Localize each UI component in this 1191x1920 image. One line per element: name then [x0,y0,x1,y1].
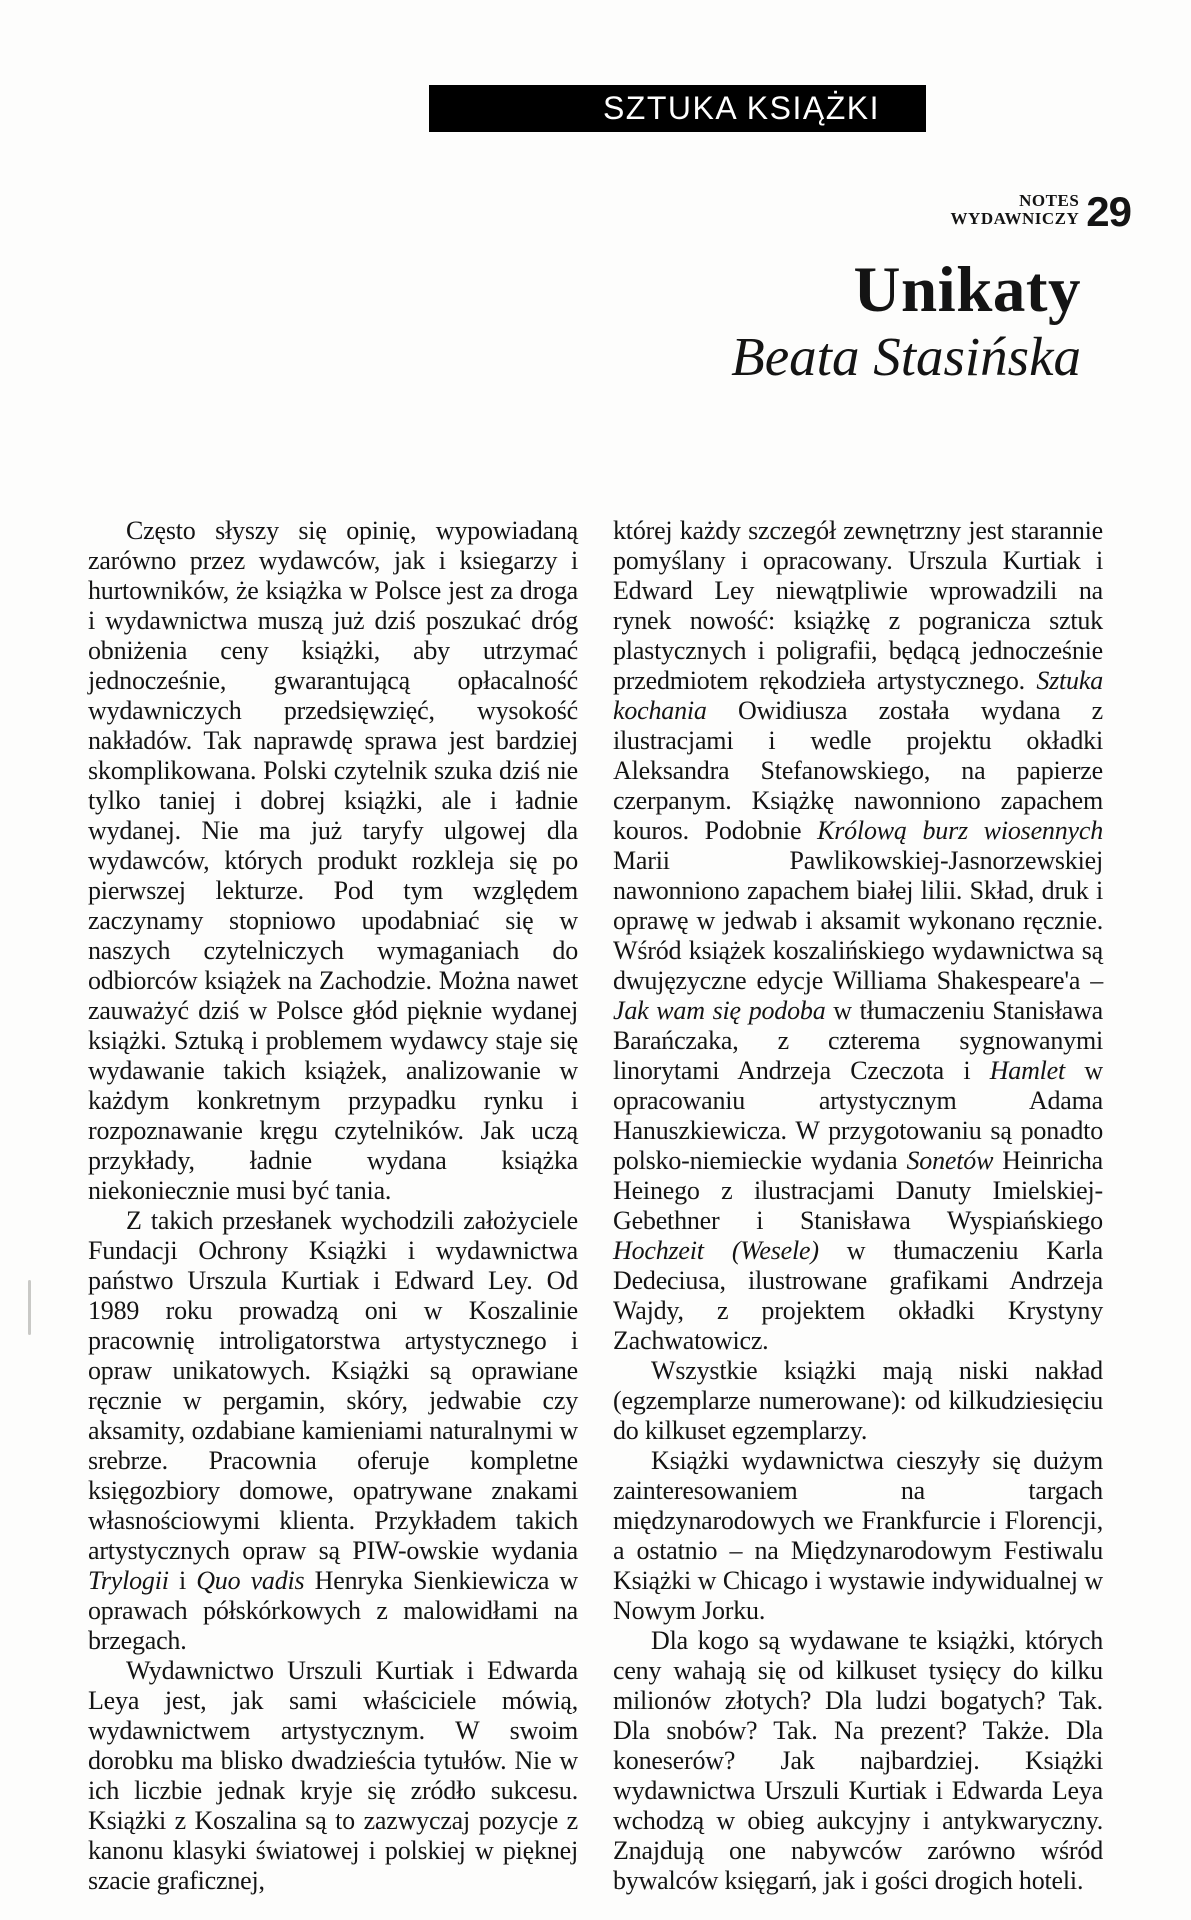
text-run: której każdy szczegół zewnętrzny jest starannie pomyślany i opracowany. Urszula Kurtiak i Edward Ley niewątpliwie wprowadzili na rynek nowość: książkę z pogranicza sztuk plastycznych i poligrafii, będącą jednocześnie przedmiotem rękodzieła artystycznego. [613,516,1103,695]
italic-text-run: Sonetów [906,1146,994,1175]
text-run: Z takich przesłanek wychodzili założyciele Fundacji Ochrony Książki i wydawnictwa państwo Urszula Kurtiak i Edward Ley. Od 1989 roku prowadzą oni w Koszalinie pracownię introligatorstwa artystycznego i opraw unikatowych. Książki są oprawiane ręcznie w pergamin, skóry, jedwabie czy aksamity, ozdabiane kamieniami naturalnymi w srebrze. Pracownia oferuje kompletne księgozbiory domowe, opatrywane znakami własnościowymi klienta. Przykładem takich artystycznych opraw są PIW-owskie wydania [88,1206,578,1565]
paragraph [613,1356,1103,1446]
scan-artifact [28,1280,31,1335]
italic-text-run: Quo vadis [196,1566,305,1595]
masthead-name-line2: WYDAWNICZY [950,209,1080,228]
text-run: Wszystkie książki mają niski nakład (egzemplarze numerowane): od kilkudziesięciu do kilkuset egzemplarzy. [613,1356,1103,1445]
masthead-name-line1: NOTES [1019,191,1080,210]
italic-text-run: Hochzeit (Wesele) [613,1236,819,1265]
masthead [950,188,1131,235]
paragraph [88,516,578,1206]
italic-text-run: Sztuka kochania [613,666,1103,725]
italic-text-run: Królową burz wiosennych [817,816,1103,845]
text-run: Owidiusza została wydana z ilustracjami i wedle projektu okładki Aleksandra Stefanowskiego, na papierze czerpanym. Książkę nawonniono zapachem kouros. Podobnie [613,696,1103,845]
section-label: SZTUKA KSIĄŻKI [602,90,880,126]
paragraph [88,1656,578,1896]
italic-text-run: Trylogii [88,1566,169,1595]
article-body [88,516,1104,1896]
text-column-left [88,516,578,1896]
text-run: Heinricha Heinego z ilustracjami Danuty Imielskiej-Gebethner i Stanisława Wyspiańskiego [613,1146,1103,1235]
text-run: Często słyszy się opinię, wypowiadaną zarówno przez wydawców, jak i ksiegarzy i hurtowników, że książka w Polsce jest za droga i wydawnictwa muszą już dziś poszukać dróg obniżenia ceny książki, aby utrzymać jednocześnie, gwarantującą opłacalność wydawniczych przedsięwzięć, wysokość nakładów. Tak naprawdę sprawa jest bardziej skomplikowana. Polski czytelnik szuka dziś nie tylko taniej i dobrej książki, ale i ładnie wydanej. Nie ma już taryfy ulgowej dla wydawców, których produkt rozkleja się po pierwszej lekturze. Pod tym względem zaczynamy stopniowo upodabniać się w naszych czytelniczych wymaganiach do odbiorców książek na Zachodzie. Można nawet zauważyć dziś w Polsce głód pięknie wydanej książki. Sztuką i problemem wydawcy staje się wydawanie takich książek, analizowanie w każdym konkretnym przypadku rynku i rozpoznawanie kręgu czytelników. Jak uczą przykłady, ładnie wydana książka niekoniecznie musi być tania. [88,516,578,1205]
text-run: i [168,1566,197,1595]
text-run: w tłumaczeniu Karla Dedeciusa, ilustrowane grafikami Andrzeja Wajdy, z projektem okładki Krystyny Zachwatowicz. [613,1236,1103,1355]
text-run: Dla kogo są wydawane te książki, których ceny wahają się od kilkuset tysięcy do kilku milionów złotych? Dla ludzi bogatych? Tak. Dla snobów? Tak. Na prezent? Także. Dla koneserów? Jak najbardziej. Książki wydawnictwa Urszuli Kurtiak i Edwarda Leya wchodzą w obieg aukcyjny i antykwaryczny. Znajdują one nabywców zarówno wśród bywalców księgarń, jak i gości drogich hoteli. [613,1626,1103,1895]
article-author: Beata Stasińska [731,326,1081,387]
section-header-bar [429,85,926,132]
text-run: w opracowaniu artystycznym Adama Hanuszkiewicza. W przygotowaniu są ponadto polsko-niemieckie wydania [613,1056,1103,1175]
issue-number: 29 [1086,188,1131,235]
article-title: Unikaty [853,254,1081,326]
text-run: Henryka Sienkiewicza w oprawach półskórkowych z malowidłami na brzegach. [88,1566,578,1655]
italic-text-run: Jak wam się podoba [613,996,826,1025]
text-run: Marii Pawlikowskiej-Jasnorzewskiej nawonniono zapachem białej lilii. Skład, druk i oprawę w jedwab i aksamit wykonano ręcznie. Wśród książek koszalińskiego wydawnictwa są dwujęzyczne edycje Williama Shakespeare'a – [613,846,1103,995]
masthead-name [951,192,1080,228]
text-run: Książki wydawnictwa cieszyły się dużym zainteresowaniem na targach międzynarodowych we Frankfurcie i Florencji, a ostatnio – na Międzynarodowym Festiwalu Książki w Chicago i wystawie indywidualnej w Nowym Jorku. [613,1446,1103,1625]
text-column-right [613,516,1103,1896]
paragraph [88,1206,578,1656]
paragraph [613,1446,1103,1626]
paragraph [613,1626,1103,1896]
article-title-block [731,256,1081,388]
text-run: w tłumaczeniu Stanisława Barańczaka, z czterema sygnowanymi linorytami Andrzeja Czeczota i [613,996,1103,1085]
paragraph [613,516,1103,1356]
text-run: Wydawnictwo Urszuli Kurtiak i Edwarda Leya jest, jak sami właściciele mówią, wydawnictwem artystycznym. W swoim dorobku ma blisko dwadzieścia tytułów. Nie w ich liczbie jednak kryje się zródło sukcesu. Książki z Koszalina są to zazwyczaj pozycje z kanonu klasyki światowej i polskiej w pięknej szacie graficznej, [88,1656,578,1895]
italic-text-run: Hamlet [989,1056,1066,1085]
